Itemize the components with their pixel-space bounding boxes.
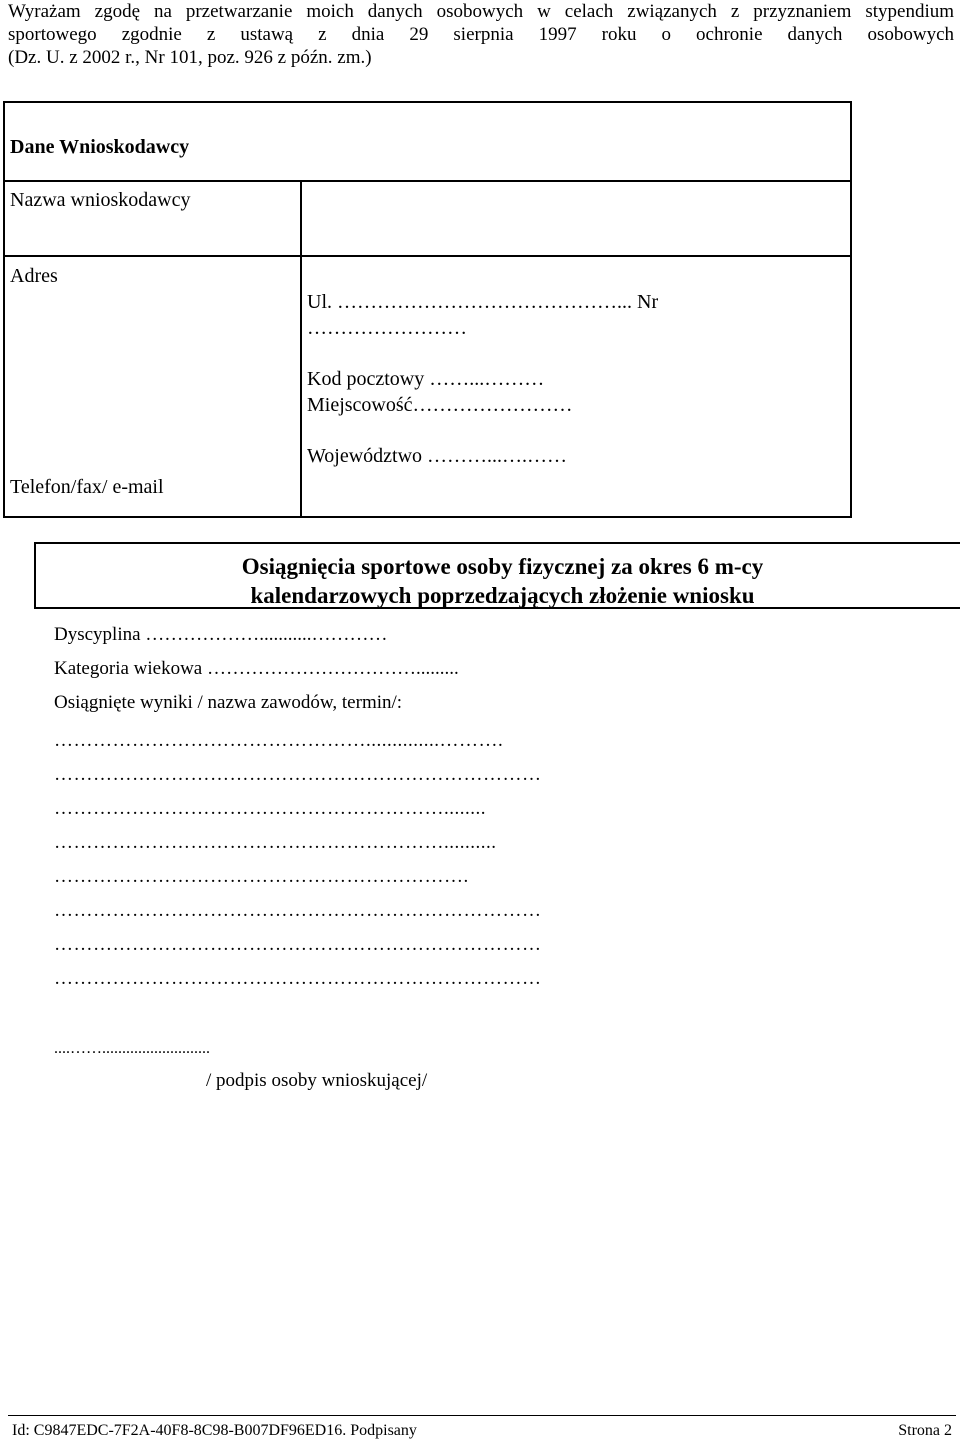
achievements-title-line-2: kalendarzowych poprzedzających złożenie wniosku [250,583,755,608]
page-number: Strona 2 [898,1422,952,1439]
results-line: …………………………………………..............………. [54,730,504,751]
document-id: Id: C9847EDC-7F2A-40F8-8C98-B007DF96ED16. Podpisany [12,1422,417,1439]
table-divider [300,180,302,255]
applicant-section-title: Dane Wnioskodawcy [10,136,190,158]
results-line: ……………………………………………………........ [54,798,486,819]
results-label: Osiągnięte wyniki / nazwa zawodów, termin/: [54,692,403,713]
achievements-header-box [34,542,960,609]
age-category-field: Kategoria wiekowa ……………………………......... [54,658,459,679]
signature-label: / podpis osoby wnioskującej/ [206,1070,428,1091]
results-line: ………………………………………………………………… [54,764,542,785]
signature-line: ....……........................... [54,1040,210,1057]
results-line: ………………………………………………………………… [54,934,542,955]
consent-line-1: Wyrażam zgodę na przetwarzanie moich danych osobowych w celach związanych z przyznaniem stypendium [8,1,954,22]
street-field-continuation: …………………… [307,317,467,339]
applicant-data-table [3,101,852,518]
results-line: ………………………………………………………………… [54,900,542,921]
postal-code-field: Kod pocztowy ……...……… [307,368,545,390]
voivodeship-field: Województwo ………...….…… [307,445,568,467]
consent-clause [8,0,954,69]
table-divider [5,255,850,257]
table-divider [5,180,850,182]
results-line: …………………………………………………….......... [54,832,497,853]
applicant-name-label: Nazwa wnioskodawcy [10,189,191,211]
achievements-title [36,552,960,610]
results-line: ………………………………………………………. [54,866,469,887]
results-line: ………………………………………………………………… [54,968,542,989]
street-field: Ul. ……………………………………... Nr [307,291,659,313]
footer-divider [8,1415,956,1416]
address-label: Adres [10,265,58,287]
phone-fax-email-label: Telefon/fax/ e-mail [10,476,164,498]
discipline-field: Dyscyplina ………………...........………… [54,624,388,645]
achievements-title-line-1: Osiągnięcia sportowe osoby fizycznej za okres 6 m-cy [241,554,764,579]
city-field: Miejscowość…………………… [307,394,573,416]
consent-line-3: (Dz. U. z 2002 r., Nr 101, poz. 926 z późn. zm.) [8,47,372,68]
consent-line-2: sportowego zgodnie z ustawą z dnia 29 sierpnia 1997 roku o ochronie danych osobowych [8,24,954,45]
table-divider [300,255,302,518]
